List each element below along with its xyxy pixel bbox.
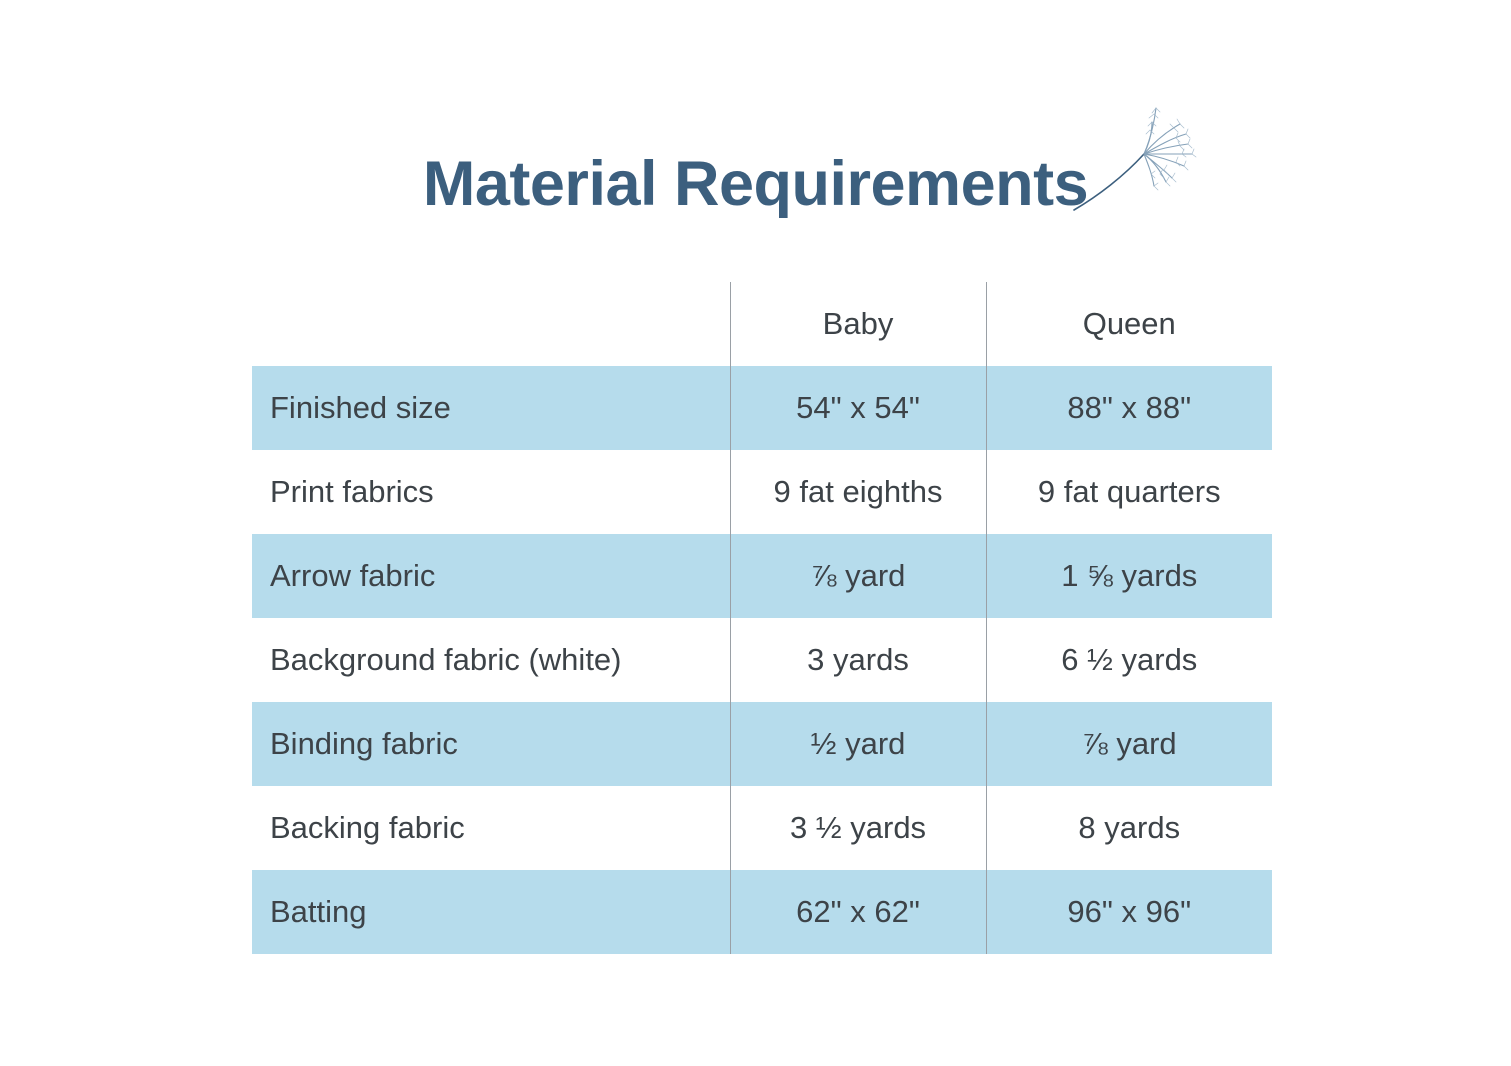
table-header-row — [252, 282, 1272, 366]
row-value-baby: ⅞ yard — [730, 534, 986, 618]
title-inner — [423, 150, 1088, 219]
row-value-queen: 88" x 88" — [986, 366, 1272, 450]
table-body — [252, 366, 1272, 954]
row-value-queen: ⅞ yard — [986, 702, 1272, 786]
column-header-label — [252, 282, 730, 366]
column-header-baby: Baby — [730, 282, 986, 366]
table-row — [252, 534, 1272, 618]
column-header-queen: Queen — [986, 282, 1272, 366]
row-value-queen: 6 ½ yards — [986, 618, 1272, 702]
material-requirements-table-wrap — [252, 282, 1272, 954]
page-title: Material Requirements — [422, 149, 1089, 219]
row-label: Batting — [252, 870, 730, 954]
table-row — [252, 366, 1272, 450]
row-label: Background fabric (white) — [252, 618, 730, 702]
dandelion-seed-icon — [1068, 100, 1198, 215]
row-value-queen: 96" x 96" — [986, 870, 1272, 954]
row-label: Print fabrics — [252, 450, 730, 534]
table-row — [252, 786, 1272, 870]
row-value-queen: 1 ⅝ yards — [986, 534, 1272, 618]
row-value-baby: 9 fat eighths — [730, 450, 986, 534]
table-row — [252, 450, 1272, 534]
row-value-baby: 62" x 62" — [730, 870, 986, 954]
row-label: Binding fabric — [252, 702, 730, 786]
row-value-baby: 3 ½ yards — [730, 786, 986, 870]
row-value-baby: 3 yards — [730, 618, 986, 702]
row-value-queen: 9 fat quarters — [986, 450, 1272, 534]
table-row — [252, 870, 1272, 954]
row-label: Arrow fabric — [252, 534, 730, 618]
row-value-queen: 8 yards — [986, 786, 1272, 870]
row-label: Backing fabric — [252, 786, 730, 870]
row-value-baby: 54" x 54" — [730, 366, 986, 450]
table-row — [252, 702, 1272, 786]
row-label: Finished size — [252, 366, 730, 450]
table-row — [252, 618, 1272, 702]
material-requirements-table — [252, 282, 1272, 954]
table-header — [252, 282, 1272, 366]
row-value-baby: ½ yard — [730, 702, 986, 786]
title-block — [0, 150, 1511, 219]
